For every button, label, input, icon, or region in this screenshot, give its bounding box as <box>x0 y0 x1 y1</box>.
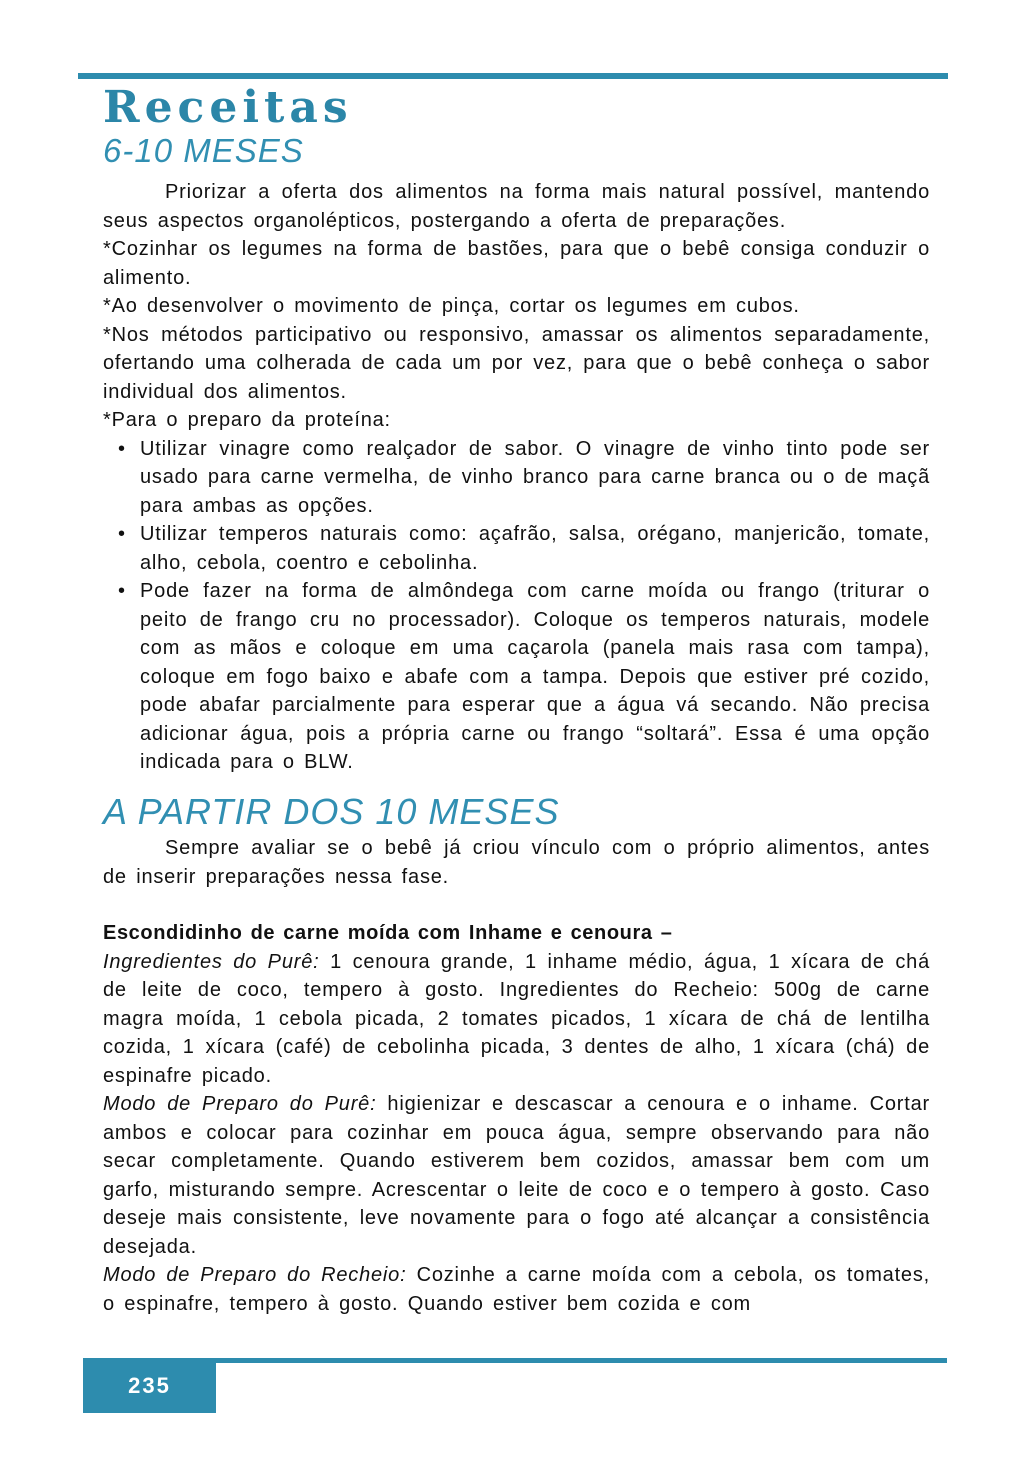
section-heading-10-meses: A PARTIR DOS 10 MESES <box>103 790 560 832</box>
star-item-metodos: *Nos métodos participativo ou responsivo, amassar os alimentos separadamente, ofertando uma colherada de cada um por vez, para que o bebê conheça o sabor individual dos alimentos. <box>103 323 930 403</box>
prep-filling-text: Cozinhe a carne moída com a cebola, os tomates, o espinafre, tempero à gosto. Quando estiver bem cozida e com <box>103 1264 931 1315</box>
prep-pure-label: Modo de Preparo do Purê: <box>103 1093 377 1116</box>
list-item-text: Utilizar vinagre como realçador de sabor. O vinagre de vinho tinto pode ser usado para carne vermelha, de vinho branco para carne branca ou o de maçã para ambas as opções. <box>140 437 930 517</box>
ingredients-pure-text: 1 cenoura grande, 1 inhame médio, água, 1 xícara de chá de leite de coco, tempero à gosto. Ingredientes do Recheio: 500g de carne magra moída, 1 cebola picada, 2 tomates picados, 1 xícara de chá de lentilha cozida, 1 xícara (café) de cebolinha picada, 3 dentes de alho, 1 xícara (chá) de espinafre picado. <box>103 950 931 1087</box>
ingredients-pure-label: Ingredientes do Purê: <box>103 950 320 973</box>
intro-paragraph-10-meses: Sempre avaliar se o bebê já criou vínculo com o próprio alimentos, antes de inserir preparações nessa fase. <box>103 837 930 888</box>
page-content <box>103 84 930 1318</box>
recipe-ingredients-paragraph <box>103 948 930 1091</box>
page-number-badge <box>83 1358 216 1413</box>
bullet-icon: • <box>118 437 126 460</box>
recipe-title: Escondidinho de carne moída com Inhame e cenoura – <box>103 922 673 945</box>
list-item-vinagre <box>103 435 930 521</box>
bullet-icon: • <box>118 523 126 546</box>
star-item-cozinhar: *Cozinhar os legumes na forma de bastões, para que o bebê consiga conduzir o alimento. <box>103 238 930 289</box>
protein-tips-list <box>103 435 930 777</box>
bullet-icon: • <box>118 580 126 603</box>
section-heading-6-10-meses: 6-10 MESES <box>103 131 304 169</box>
list-item-temperos <box>103 520 930 577</box>
recipe-prep-filling-paragraph <box>103 1261 930 1318</box>
top-rule <box>78 73 948 79</box>
list-item-text: Pode fazer na forma de almôndega com carne moída ou frango (triturar o peito de frango cru no processador). Coloque os temperos naturais, modele com as mãos e coloque em uma caçarola (panela mais rasa com tampa), coloque em fogo baixo e abafe com a tampa. Depois que estiver pré cozido, pode abafar parcialmente para esperar que a água vá secando. Não precisa adicionar água, pois a própria carne ou frango “soltará”. Essa é uma opção indicada para o BLW. <box>140 580 930 774</box>
star-item-proteina: *Para o preparo da proteína: <box>103 409 391 432</box>
prep-pure-text: higienizar e descascar a cenoura e o inhame. Cortar ambos e colocar para cozinhar em pouca água, sempre observando para não secar completamente. Quando estiverem bem cozidos, amassar bem com um garfo, misturando sempre. Acrescentar o leite de coco e o tempero à gosto. Caso deseje mais consistente, leve novamente para o fogo até alcançar a consistência desejada. <box>103 1093 930 1258</box>
prep-filling-label: Modo de Preparo do Recheio: <box>103 1264 407 1287</box>
intro-paragraph-6-10: Priorizar a oferta dos alimentos na forma mais natural possível, mantendo seus aspectos organolépticos, postergando a oferta de preparações. <box>103 181 930 232</box>
list-item-text: Utilizar temperos naturais como: açafrão, salsa, orégano, manjericão, tomate, alho, cebola, coentro e cebolinha. <box>140 523 930 574</box>
star-item-pinca: *Ao desenvolver o movimento de pinça, cortar os legumes em cubos. <box>103 295 800 318</box>
page-title: Receitas <box>103 82 353 133</box>
page-number: 235 <box>128 1372 171 1398</box>
list-item-almondega <box>103 577 930 777</box>
recipe-prep-pure-paragraph <box>103 1090 930 1261</box>
